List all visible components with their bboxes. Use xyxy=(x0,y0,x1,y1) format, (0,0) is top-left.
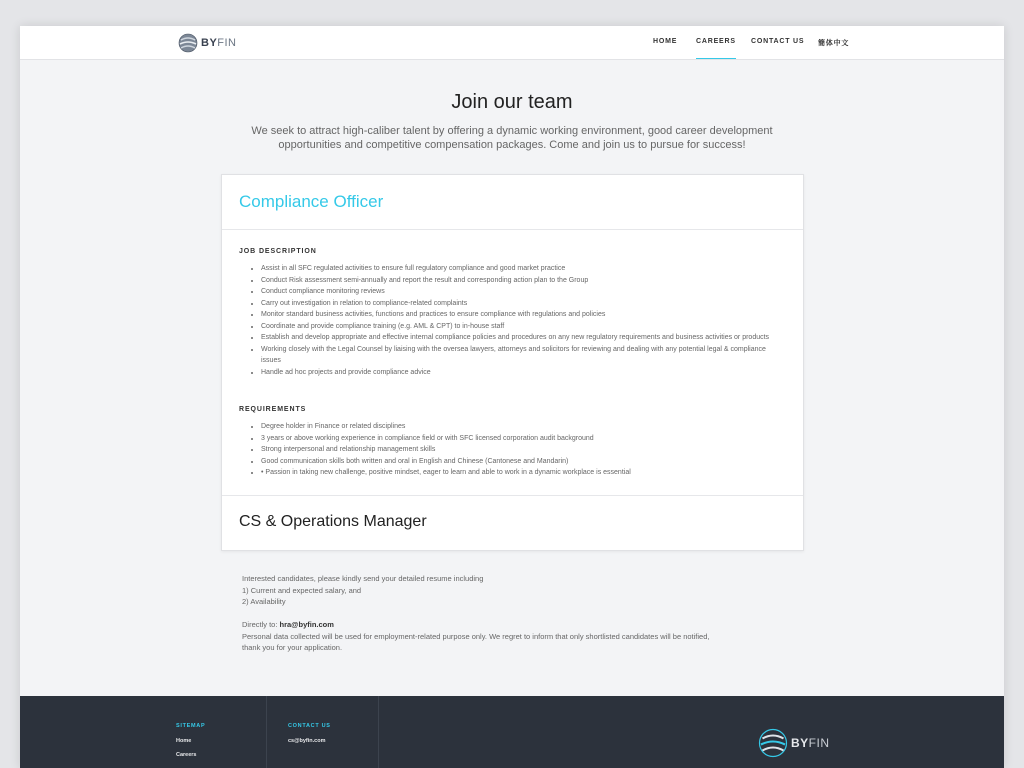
list-item: • Assist in all SFC regulated activities to ensure full regulatory compliance and good market practice xyxy=(261,263,781,275)
apply-line: 2) Availability xyxy=(242,597,286,606)
brand-by: BY xyxy=(201,37,218,49)
byfin-sphere-logo-icon xyxy=(178,33,198,53)
privacy-notice: thank you for your application. xyxy=(242,643,343,652)
application-instructions xyxy=(242,573,782,654)
directly-label: Directly to: xyxy=(242,620,280,629)
requirements-list xyxy=(244,421,781,479)
apply-line: 1) Current and expected salary, and xyxy=(242,585,362,595)
list-item: • Conduct Risk assessment semi-annually and report the result and corresponding action plan to the Group xyxy=(261,275,781,287)
list-item: • 3 years or above working experience in compliance field or with SFC licensed corporation audit background xyxy=(261,433,781,445)
footer-brand-name xyxy=(791,736,830,750)
list-item: • Working closely with the Legal Counsel by liaising with the oversea lawyers, attorneys and solicitors for reviewing and dealing with any potential legal & compliance issues xyxy=(261,344,781,367)
requirements-heading: REQUIREMENTS xyxy=(239,406,307,413)
intro-text: We seek to attract high-caliber talent by offering a dynamic working environment, good career development opportunities and competitive compensation packages. Come and join us to pursue for success! xyxy=(251,125,773,151)
footer-sitemap xyxy=(176,696,267,768)
job-listing-card xyxy=(221,174,804,551)
footer-brand-logo xyxy=(758,728,830,758)
job-title-cs-operations-manager[interactable]: CS & Operations Manager xyxy=(239,513,427,530)
nav-careers[interactable]: CAREERS xyxy=(696,38,736,45)
nav-contact-us[interactable]: CONTACT US xyxy=(751,38,805,45)
list-item: • • Passion in taking new challenge, positive mindset, eager to learn and able to work in a dynamic workplace is essential xyxy=(261,467,781,479)
brand-by: BY xyxy=(791,736,809,750)
list-item: • Good communication skills both written and oral in English and Chinese (Cantonese and Mandarin) xyxy=(261,456,781,468)
list-item: • Establish and develop appropriate and effective internal compliance policies and procedures on any new regulatory requirements and business activities or products xyxy=(261,332,781,344)
top-navbar xyxy=(20,26,1004,60)
list-item: • Monitor standard business activities, functions and practices to ensure compliance with regulations and policies xyxy=(261,309,781,321)
list-item: • Carry out investigation in relation to compliance-related complaints xyxy=(261,298,781,310)
apply-line: Interested candidates, please kindly send your detailed resume including xyxy=(242,574,484,583)
nav-language[interactable]: 簡体中文 xyxy=(818,40,850,47)
apply-email-link[interactable]: hra@byfin.com xyxy=(279,620,334,629)
footer-link-careers[interactable]: Careers xyxy=(176,752,197,758)
divider xyxy=(222,495,803,496)
apply-email-line xyxy=(242,619,782,631)
job-title-compliance-officer[interactable]: Compliance Officer xyxy=(239,192,384,211)
list-item: • Strong interpersonal and relationship management skills xyxy=(261,444,781,456)
footer-contact-heading: CONTACT US xyxy=(288,723,331,729)
brand-name xyxy=(201,37,237,49)
divider xyxy=(222,229,803,230)
byfin-sphere-logo-icon xyxy=(758,728,788,758)
nav-home[interactable]: HOME xyxy=(653,38,678,45)
list-item: • Conduct compliance monitoring reviews xyxy=(261,286,781,298)
brand-fin: FIN xyxy=(808,736,830,750)
site-footer xyxy=(20,696,1004,768)
footer-link-home[interactable]: Home xyxy=(176,738,192,744)
brand-fin: FIN xyxy=(217,37,237,49)
brand-logo[interactable] xyxy=(178,33,237,53)
footer-sitemap-heading: SITEMAP xyxy=(176,723,206,729)
browser-page xyxy=(20,26,1004,768)
job-description-list xyxy=(244,263,781,378)
job-description-heading: JOB DESCRIPTION xyxy=(239,248,317,255)
list-item: • Coordinate and provide compliance training (e.g. AML & CPT) to in-house staff xyxy=(261,321,781,333)
privacy-notice: Personal data collected will be used for employment-related purpose only. We regret to inform that only shortlisted candidates will be notified, xyxy=(242,631,710,641)
page-title: Join our team xyxy=(451,91,573,114)
footer-contact-email[interactable]: cs@byfin.com xyxy=(288,738,326,744)
list-item: • Handle ad hoc projects and provide compliance advice xyxy=(261,367,781,379)
list-item: • Degree holder in Finance or related disciplines xyxy=(261,421,781,433)
footer-contact xyxy=(288,696,379,768)
